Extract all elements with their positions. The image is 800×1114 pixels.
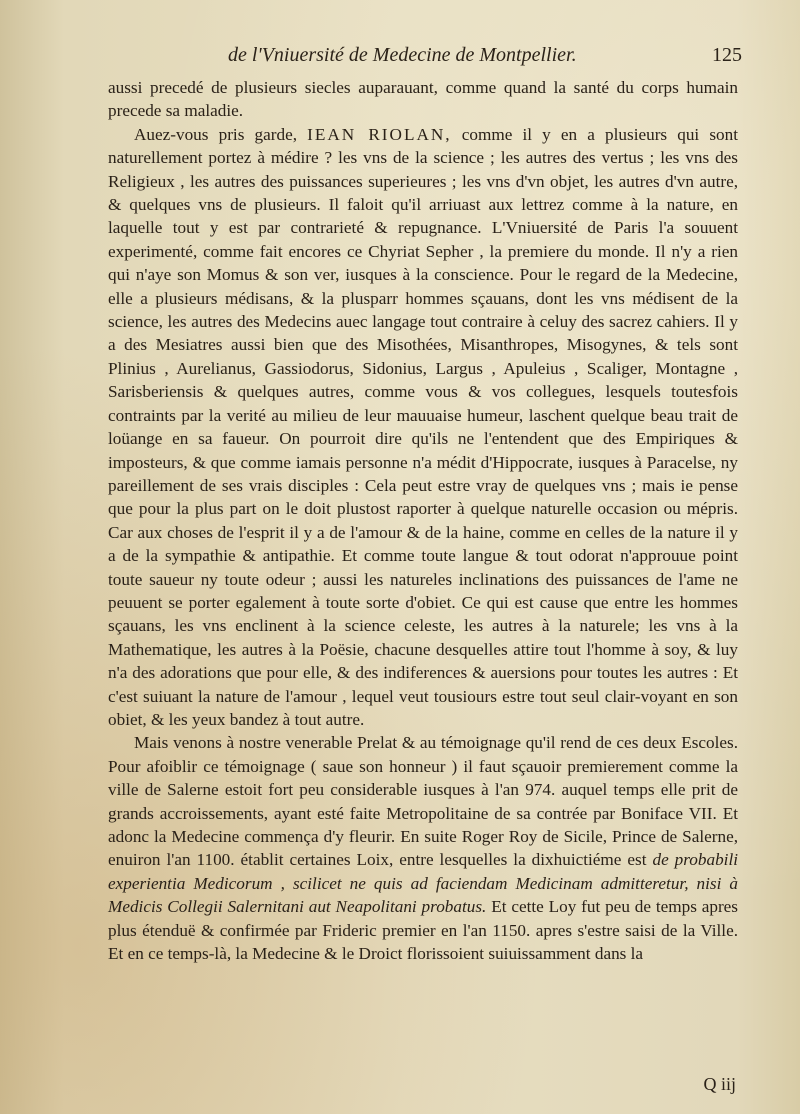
running-head: [228, 44, 748, 67]
latin-quotation: de probabili experientia Medicorum , scilicet ne quis ad faciendam Medicinam admitteretur, nisi à Medicis Collegii Salernitani aut Neapolitani probatus.: [108, 850, 739, 917]
running-title: de l'Vniuersité de Medecine de Montpellier.: [228, 44, 577, 66]
paragraph-2: [108, 123, 738, 732]
body-text: [108, 76, 738, 965]
paragraph-3-end: Et cette Loy fut peu de temps apres plus étenduë & confirmée par Frideric premier en l'an 1150. apres s'estre saisi de la Ville. Et en ce temps-là, la Medecine & le Droict florissoient suiuissamment dans la: [108, 897, 738, 964]
paragraph-2-start: Auez-vous pris garde,: [134, 124, 297, 144]
page-number: 125: [712, 44, 742, 66]
paragraph-1: aussi precedé de plusieurs siecles auparauant, comme quand la santé du corps humain precede sa maladie.: [108, 78, 738, 121]
paragraph-3: [108, 731, 738, 965]
paragraph-3-start: Mais venons à nostre venerable Prelat & au témoignage qu'il rend de ces deux Escoles. Pour afoiblir ce témoignage ( saue son honneur ) il faut sçauoir premierement comme la ville de Salerne estoit fort peu considerable iusques à l'an 974. auquel temps elle prit de grands accroissements, ayant esté faite Metropolitaine de sa contrée par Boniface VII. Et adonc la Medecine commença d'y fleurir. En suite Roger Roy de Sicile, Prince de Salerne, enuiron l'an 1100. établit certaines Loix, entre lesquelles la dixhuictiéme est: [108, 733, 738, 870]
addressee-name: IEAN RIOLAN,: [307, 124, 452, 144]
paragraph-2-rest: comme il y en a plusieurs qui sont naturellement portez à médire ? les vns de la science ; les autres des vertus ; les vns des Religieux , les autres des puissances superieures ; les vns d'vn objet, les autres d'vn autre, & quelques vns de plusieurs. Il faloit qu'il arriuast aux lettrez comme à la nature, en laquelle tout y est par contrarieté & repugnance. L'Vniuersité de Paris l'a souuent experimenté, comme fait encores ce Chyriat Sepher , la premiere du monde. Il n'y a rien qui n'aye son Momus & son ver, iusques à la conscience. Pour le regard de la Medecine, elle a plusieurs médisans, & la plusparr hommes sçauans, dont les vns médisent de la science, les autres des Medecins auec langage tout contraire à celuy des sacrez cahiers. Il y a des Mesiatres aussi bien que des Misothées, Misanthropes, Misogynes, & tels sont Plinius , Aurelianus, Gassiodorus, Sidonius, Largus , Apuleius , Scaliger, Montagne , Sarisberiensis & quelques autres, comme vous & vos collegues, lesquels toutesfois contraints par la verité au milieu de leur mauuaise humeur, laschent quelque beau trait de loüange en sa faueur. On pourroit dire qu'ils ne l'entendent que des Empiriques & imposteurs, & que comme iamais personne n'a médit d'Hippocrate, iusques à Paracelse, ny pareillement de ses vrais disciples : Cela peut estre vray de quelques vns ; mais ie pense que pour la plus part on le doit plustost raporter à quelque naturelle occasion ou mépris. Car aux choses de l'esprit il y a de l'amour & de la haine, comme en celles de la nature il y a de la sympathie & antipathie. Et comme toute langue & tout odorat n'approuue point toute saueur ny toute odeur ; aussi les natureles inclinations des puissances de l'ame ne peuuent se porter egalement à toute sorte d'obiet. Ce qui est cause que entre les hommes sçauans, les vns enclinent à la science celeste, les autres à la naturele; les vns à la Mathematique, les autres à la Poësie, chacune desquelles attire tout l'homme à soy, & luy n'a des adorations que pour elle, & des indiferences & auersions pour toutes les autres : Et c'est suiuant la nature de l'amour , lequel veut tousiours estre tout seul clair-voyant en son obiet, & les yeux bandez à tout autre.: [108, 124, 739, 729]
signature-mark: Q iij: [703, 1074, 736, 1094]
